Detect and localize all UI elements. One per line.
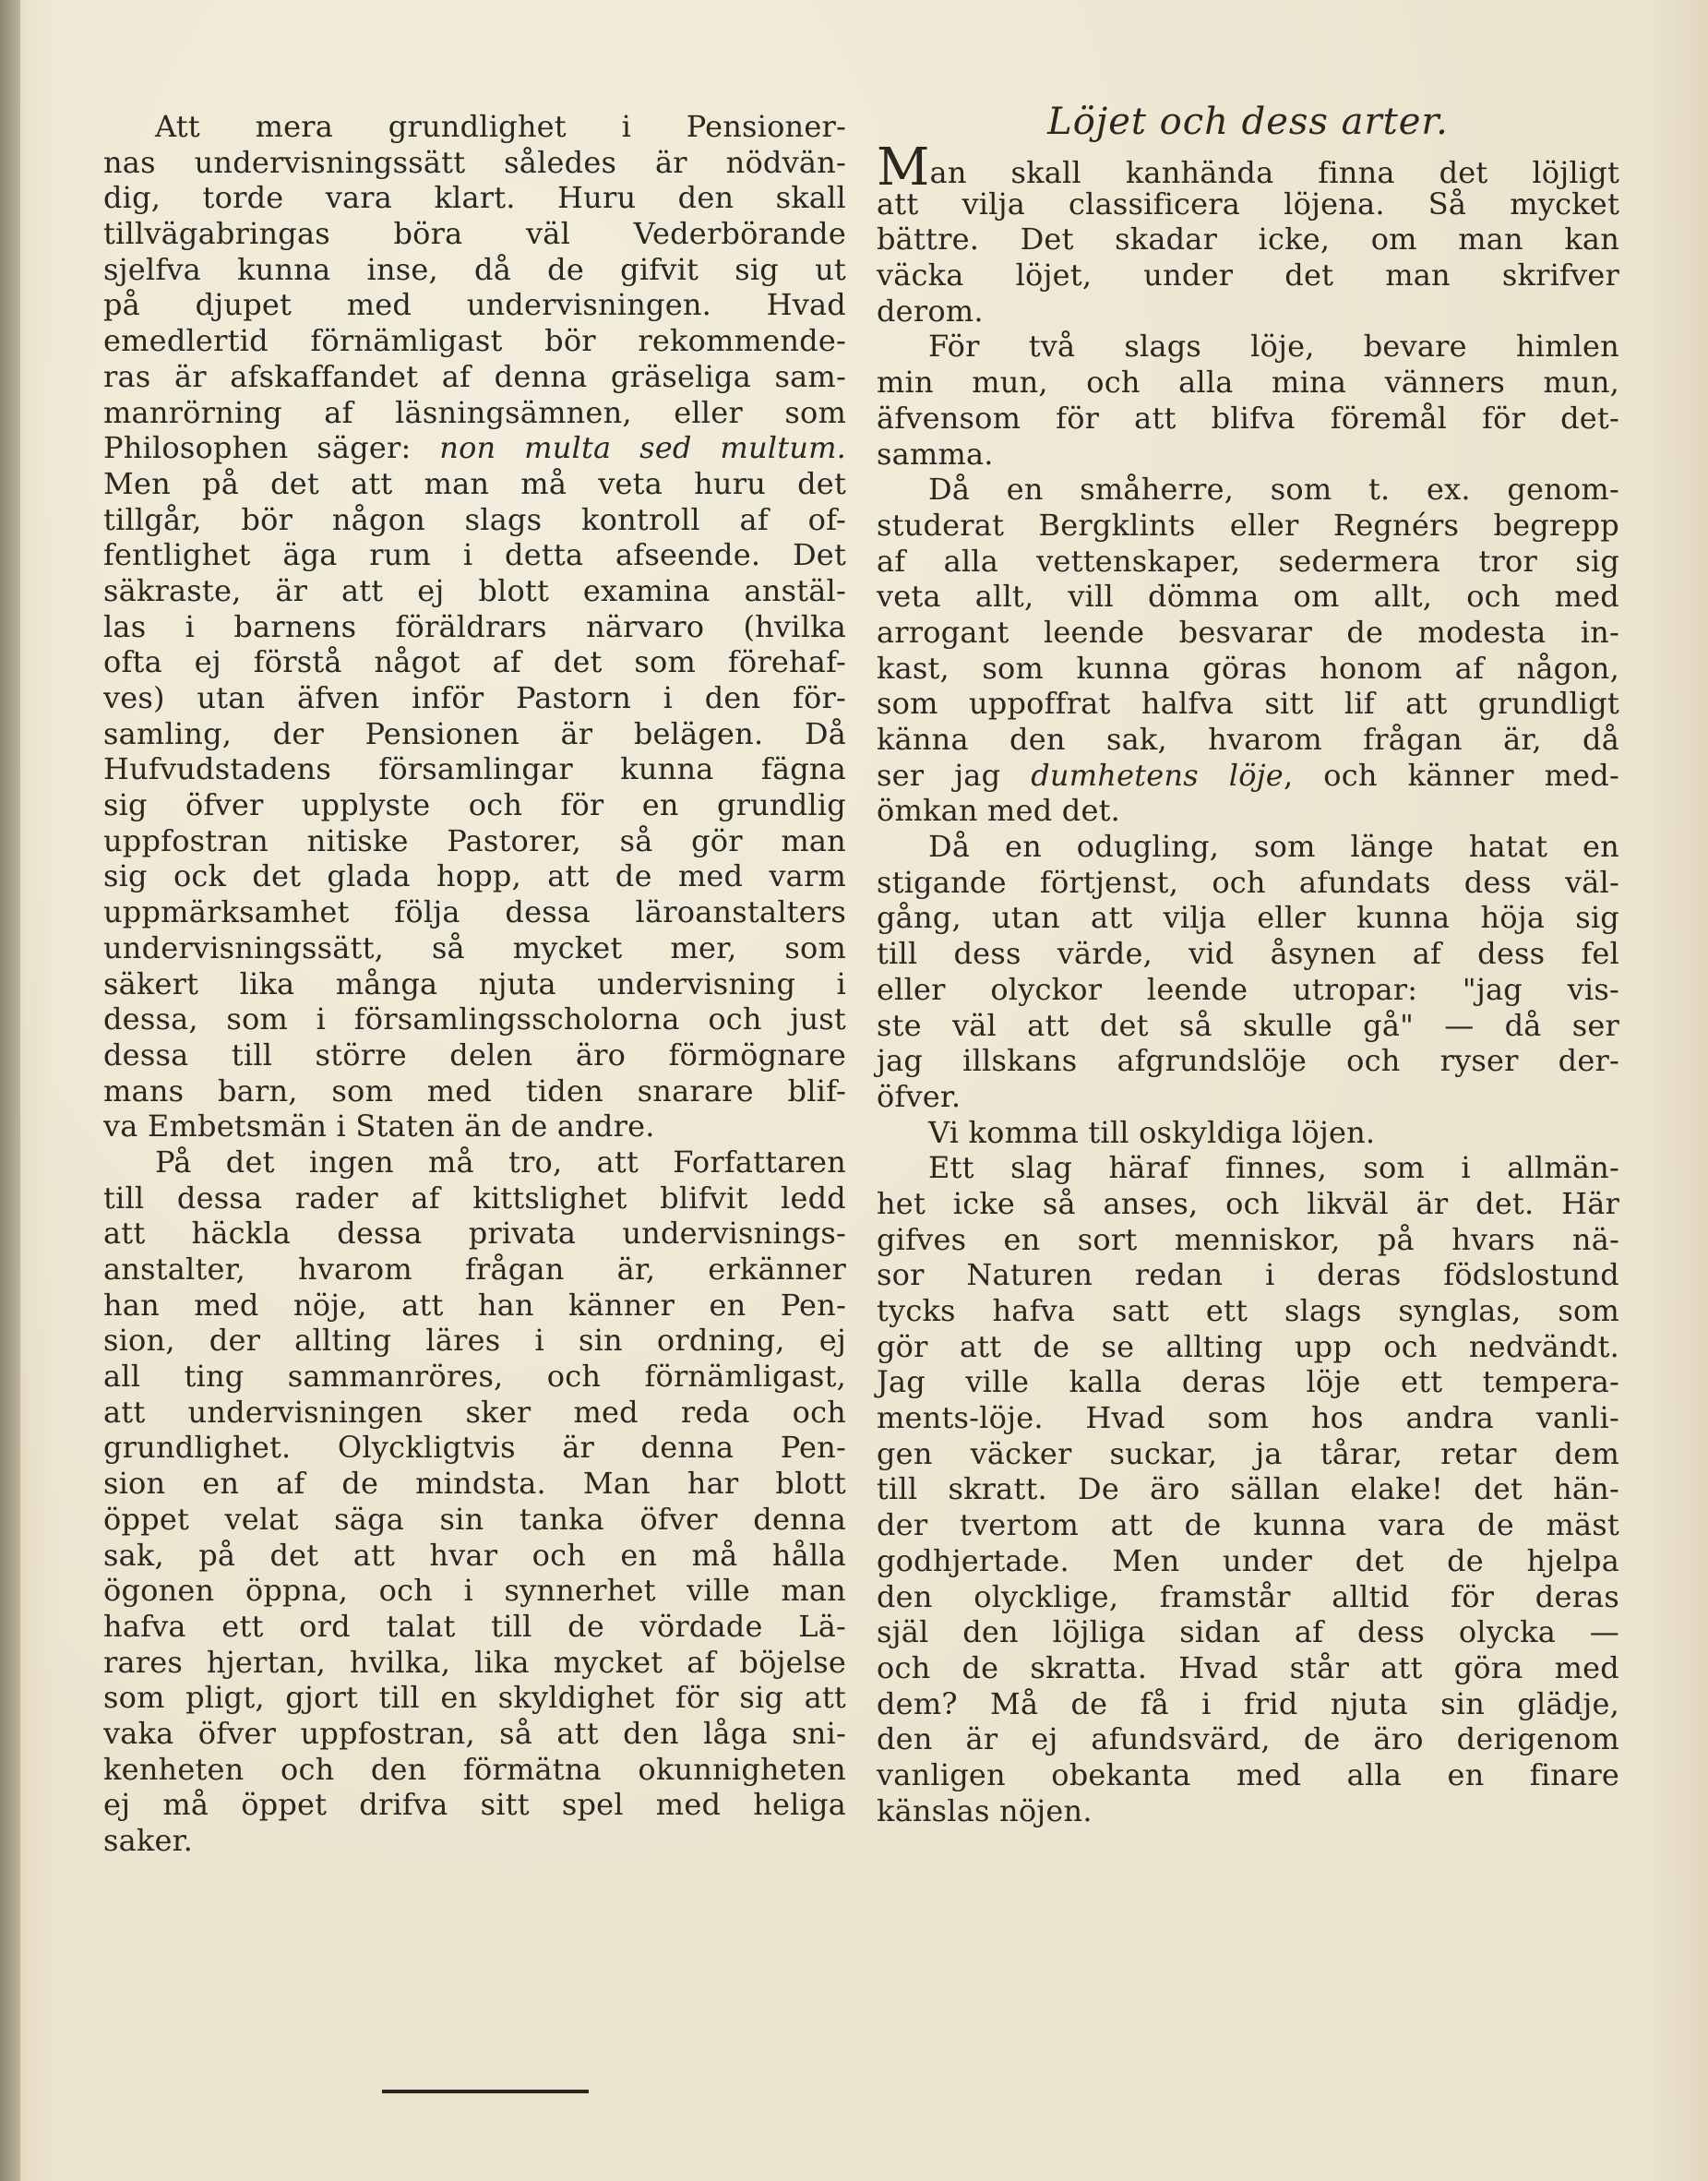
text-segment: dessa till större delen äro förmögnare (103, 1037, 846, 1073)
text-segment: Ett slag häraf finnes, som i allmän- (928, 1150, 1619, 1186)
text-segment: , och känner med- (1283, 757, 1620, 793)
text-line (877, 1329, 1619, 1365)
text-line (877, 579, 1619, 615)
text-segment: tillvägabringas böra väl Vederbörande (103, 216, 846, 252)
text-line (103, 1752, 846, 1788)
text-line (877, 1471, 1619, 1507)
text-segment: samma. (877, 436, 994, 472)
text-line (103, 1430, 846, 1466)
text-line (103, 1573, 846, 1609)
text-segment: säkert lika många njuta undervisning i (103, 965, 846, 1001)
text-segment: äfvensom för att blifva föremål för det- (877, 400, 1619, 436)
text-segment: som pligt, gjort till en skyldighet för sig att (103, 1680, 846, 1716)
text-segment: uppmärksamhet följa dessa läroanstalters (103, 894, 846, 930)
text-segment: den är ej afundsvärd, de äro derigenom (877, 1721, 1619, 1757)
text-line (103, 894, 846, 930)
text-segment: sig ock det glada hopp, att de med varm (103, 858, 846, 894)
text-line (877, 1579, 1619, 1615)
text-line (103, 502, 846, 538)
text-segment: sjelfva kunna inse, då de gifvit sig ut (103, 251, 846, 287)
text-segment: grundlighet. Olyckligtvis är denna Pen- (103, 1430, 846, 1466)
text-line (103, 466, 846, 502)
text-line (877, 1364, 1619, 1400)
text-line (103, 1680, 846, 1716)
text-line (877, 1186, 1619, 1222)
text-segment: öfver. (877, 1078, 961, 1114)
text-segment: af alla vettenskaper, sedermera tror sig (877, 543, 1619, 579)
text-line (103, 680, 846, 716)
end-rule (382, 2090, 589, 2093)
text-segment: sak, på det att hvar och en må hålla (103, 1537, 846, 1573)
text-line (103, 1823, 846, 1859)
text-line (877, 544, 1619, 580)
text-segment: las i barnens föräldrars närvaro (hvilka (103, 608, 846, 644)
text-segment: till dess värde, vid åsynen af dess fel (877, 936, 1619, 972)
text-segment: ömkan med det. (877, 793, 1121, 829)
left-column (103, 109, 846, 1859)
text-line (877, 1079, 1619, 1115)
text-line (103, 1645, 846, 1681)
text-segment: till dessa rader af kittslighet blifvit ledd (103, 1180, 846, 1216)
text-line (103, 1073, 846, 1109)
text-line (103, 609, 846, 645)
text-line (877, 186, 1619, 222)
text-line (103, 430, 846, 466)
text-segment: Då en småherre, som t. ex. genom- (928, 472, 1619, 508)
text-segment: ves) utan äfven inför Pastorn i den för- (103, 680, 846, 715)
text-line (103, 858, 846, 894)
text-line (877, 1507, 1619, 1543)
text-line (877, 365, 1619, 401)
text-segment: dig, torde vara klart. Huru den skall (103, 180, 846, 216)
text-line (877, 472, 1619, 508)
text-line (103, 323, 846, 359)
text-line (103, 287, 846, 323)
text-line (103, 1216, 846, 1252)
text-line (877, 936, 1619, 972)
text-line (103, 145, 846, 181)
text-segment: nas undervisningssätt således är nödvän- (103, 144, 846, 180)
text-line (103, 716, 846, 752)
text-segment: den olycklige, framstår alltid för deras (877, 1578, 1619, 1614)
text-segment: gen väcker suckar, ja tårar, retar dem (877, 1435, 1619, 1471)
text-segment: känslas nöjen. (877, 1792, 1093, 1828)
text-line (877, 829, 1619, 865)
text-line (103, 1395, 846, 1431)
text-line (877, 758, 1619, 794)
text-line (877, 1436, 1619, 1472)
text-segment: vaka öfver uppfostran, så att den låga sni- (103, 1715, 846, 1751)
text-line (103, 537, 846, 573)
text-line (103, 1108, 846, 1144)
text-segment: Hufvudstadens församlingar kunna fägna (103, 751, 846, 787)
text-segment: veta allt, vill dömma om allt, och med (877, 579, 1619, 615)
text-segment: sion en af de mindsta. Man har blott (103, 1466, 846, 1502)
text-segment: ras är afskaffandet af denna gräseliga sam- (103, 358, 846, 394)
text-segment: själ den löjliga sidan af dess olycka — (877, 1614, 1619, 1650)
text-segment: eller olyckor leende utropar: "jag vis- (877, 971, 1619, 1007)
text-segment: hafva ett ord talat till de vördade Lä- (103, 1608, 846, 1644)
text-segment: sig öfver upplyste och för en grundlig (103, 787, 846, 823)
text-line (103, 180, 846, 216)
text-segment: min mun, och alla mina vänners mun, (877, 365, 1619, 401)
text-segment: att häckla dessa privata undervisnings- (103, 1216, 846, 1252)
text-segment: samling, der Pensionen är belägen. Då (103, 715, 846, 751)
text-line (877, 900, 1619, 936)
text-line (877, 1043, 1619, 1079)
text-segment: gör att de se allting upp och nedvändt. (877, 1328, 1619, 1364)
text-line (877, 1650, 1619, 1686)
text-segment: Då en odugling, som länge hatat en (928, 829, 1619, 865)
text-line (877, 793, 1619, 829)
text-segment: all ting sammanröres, och förnämligast, (103, 1359, 846, 1395)
drop-cap: M (877, 138, 930, 198)
text-segment: ej må öppet drifva sitt spel med heliga (103, 1787, 846, 1823)
text-segment: ser jag (877, 757, 1032, 793)
text-line (877, 401, 1619, 437)
text-line (103, 395, 846, 431)
text-segment: tillgår, bör någon slags kontroll af of- (103, 501, 846, 537)
text-line (103, 252, 846, 288)
text-line (877, 222, 1619, 258)
text-line (103, 1252, 846, 1288)
text-segment: ögonen öppna, och i synnerhet ville man (103, 1573, 846, 1609)
text-segment: studerat Bergklints eller Regnérs begrepp (877, 507, 1619, 543)
text-line (877, 437, 1619, 473)
text-line (877, 1257, 1619, 1293)
text-segment: anstalter, hvarom frågan är, erkänner (103, 1252, 846, 1287)
text-segment: dessa, som i församlingsscholorna och just (103, 1001, 846, 1037)
text-line (877, 1115, 1619, 1151)
text-line (877, 1293, 1619, 1329)
text-line (103, 1144, 846, 1180)
text-segment: arrogant leende besvarar de modesta in- (877, 614, 1619, 650)
text-segment: sion, der allting läres i sin ordning, ej (103, 1323, 846, 1359)
text-segment: emedlertid förnämligast bör rekommende- (103, 323, 846, 359)
text-segment: säkraste, är att ej blott examina anstäl- (103, 572, 846, 608)
text-segment: Jag ville kalla deras löje ett tempera- (877, 1364, 1619, 1400)
text-line (877, 294, 1619, 330)
text-segment: ments-löje. Hvad som hos andra vanli- (877, 1400, 1619, 1436)
text-segment: undervisningssätt, så mycket mer, som (103, 929, 846, 965)
text-segment: an skall kanhända finna det löjligt (929, 155, 1619, 190)
text-line (103, 966, 846, 1002)
italic-phrase: dumhetens löje (1031, 757, 1284, 793)
text-line (103, 1288, 846, 1324)
text-line (877, 972, 1619, 1008)
text-segment: väcka löjet, under det man skrifver (877, 258, 1619, 294)
binding-gutter (0, 0, 20, 2181)
text-segment: Vi komma till oskyldiga löjen. (928, 1114, 1376, 1150)
text-segment: på djupet med undervisningen. Hvad (103, 287, 846, 323)
text-segment: manrörning af läsningsämnen, eller som (103, 394, 846, 430)
text-line (877, 1686, 1619, 1722)
text-line (103, 1716, 846, 1752)
text-segment: rares hjertan, hvilka, lika mycket af böjelse (103, 1644, 846, 1680)
text-segment: att vilja classificera löjena. Så mycket (877, 186, 1619, 222)
text-line (103, 751, 846, 787)
text-segment: ofta ej förstå något af det som förehaf- (103, 644, 846, 680)
italic-phrase: non multa sed multum. (439, 430, 846, 466)
text-line (877, 1008, 1619, 1044)
text-line (103, 1609, 846, 1645)
text-line (877, 651, 1619, 687)
text-segment: tycks hafva satt ett slags synglas, som (877, 1293, 1619, 1328)
text-segment: han med nöje, att han känner en Pen- (103, 1287, 846, 1323)
text-segment: Men på det att man må veta huru det (103, 465, 846, 501)
text-line (877, 138, 1619, 198)
text-line (103, 1037, 846, 1073)
text-segment: godhjertade. Men under det de hjelpa (877, 1542, 1619, 1578)
text-segment: het icke så anses, och likväl är det. Här (877, 1185, 1619, 1221)
text-segment: vanligen obekanta med alla en finare (877, 1756, 1619, 1792)
right-column (877, 138, 1620, 1828)
text-line (877, 1793, 1619, 1829)
text-segment: Att mera grundlighet i Pensioner- (155, 109, 846, 144)
text-line (877, 1543, 1619, 1579)
text-segment: till skratt. De äro sällan elake! det hän- (877, 1471, 1619, 1507)
text-line (103, 359, 846, 395)
text-segment: derom. (877, 293, 984, 329)
text-line (877, 1757, 1619, 1793)
text-segment: jag illskans afgrundslöje och ryser der- (877, 1043, 1619, 1079)
text-segment: uppfostran nitiske Pastorer, så gör man (103, 822, 846, 858)
text-line (877, 722, 1619, 758)
text-line (103, 644, 846, 680)
text-line (103, 823, 846, 859)
text-segment: Philosophen säger: (103, 430, 440, 466)
text-line (103, 109, 846, 145)
text-segment: gång, utan att vilja eller kunna höja sig (877, 900, 1619, 936)
text-segment: bättre. Det skadar icke, om man kan (877, 222, 1619, 258)
text-line (103, 930, 846, 966)
text-line (103, 787, 846, 823)
text-line (103, 1001, 846, 1037)
text-segment: der tvertom att de kunna vara de mäst (877, 1507, 1619, 1543)
text-line (877, 686, 1619, 722)
text-line (103, 216, 846, 252)
text-line (103, 1323, 846, 1359)
text-line (877, 508, 1619, 544)
text-segment: stigande förtjenst, och afundats dess väl- (877, 864, 1619, 900)
text-line (103, 1180, 846, 1216)
text-segment: kast, som kunna göras honom af någon, (877, 650, 1619, 686)
text-line (103, 573, 846, 609)
text-segment: som uppoffrat halfva sitt lif att grundligt (877, 686, 1619, 722)
text-line (877, 1150, 1619, 1186)
text-line (877, 258, 1619, 294)
text-segment: kenheten och den förmätna okunnigheten (103, 1751, 846, 1787)
article-heading: Löjet och dess arter. (1047, 101, 1449, 143)
text-segment: gifves en sort menniskor, på hvars nä- (877, 1221, 1619, 1257)
text-segment: fentlighet äga rum i detta afseende. Det (103, 537, 846, 573)
text-line (877, 1222, 1619, 1258)
text-line (103, 1502, 846, 1538)
text-line (877, 615, 1619, 651)
text-line (103, 1538, 846, 1574)
text-segment: På det ingen må tro, att Forfattaren (155, 1144, 846, 1180)
text-line (877, 1400, 1619, 1436)
text-segment: mans barn, som med tiden snarare blif- (103, 1073, 846, 1108)
text-segment: sor Naturen redan i deras födslostund (877, 1257, 1619, 1293)
text-line (877, 1614, 1619, 1650)
text-segment: öppet velat säga sin tanka öfver denna (103, 1501, 846, 1537)
text-segment: dem? Må de få i frid njuta sin glädje, (877, 1685, 1619, 1721)
text-line (877, 1721, 1619, 1757)
text-line (877, 329, 1619, 365)
text-segment: känna den sak, hvarom frågan är, då (877, 722, 1619, 757)
text-segment: och de skratta. Hvad står att göra med (877, 1649, 1619, 1685)
text-segment: saker. (103, 1823, 193, 1858)
text-segment: ste väl att det så skulle gå" — då ser (877, 1007, 1619, 1043)
text-line (103, 1466, 846, 1502)
text-line (103, 1787, 846, 1823)
text-segment: För två slags löje, bevare himlen (928, 329, 1619, 365)
text-segment: va Embetsmän i Staten än de andre. (103, 1108, 655, 1144)
text-segment: att undervisningen sker med reda och (103, 1394, 846, 1430)
text-line (103, 1359, 846, 1395)
text-line (877, 865, 1619, 901)
